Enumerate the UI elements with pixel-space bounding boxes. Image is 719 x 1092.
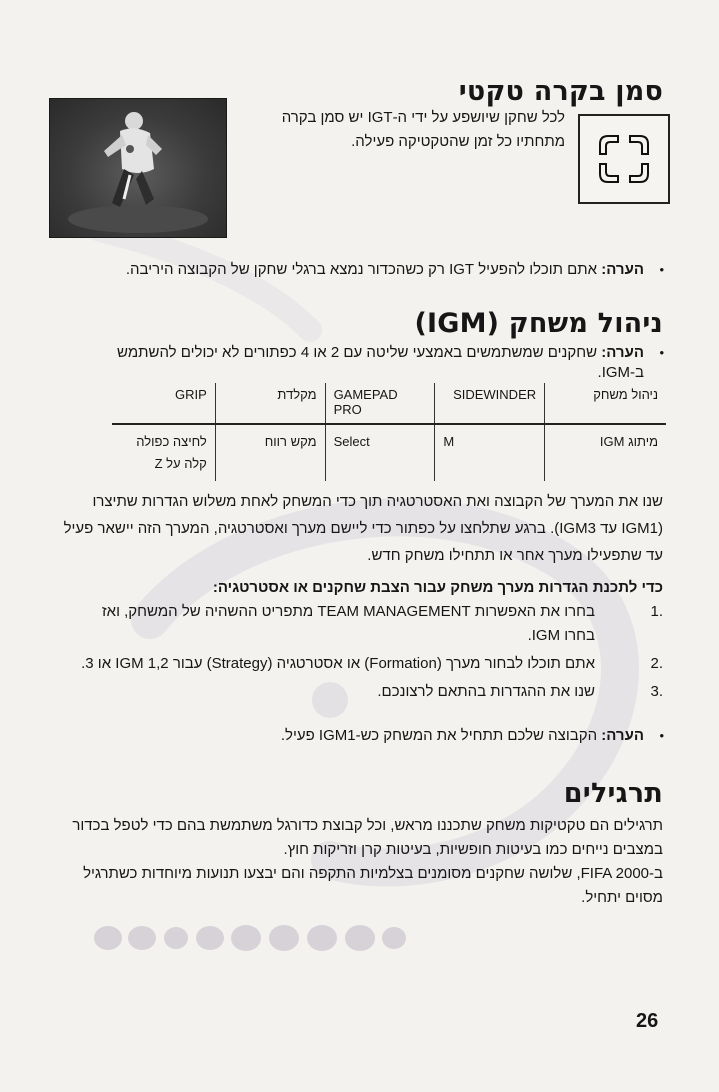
section-title-drills: תרגילים	[563, 778, 663, 809]
player-photo	[49, 98, 227, 238]
note-text: שחקנים שמשתמשים באמצעי שליטה עם 2 או 4 כפתורים לא יכולים להשתמש ב-IGM.	[117, 344, 644, 381]
steps-title: כדי לתכנת הגדרות מערך משחק עבור הצבת שחקנים או אסטרטגיה:	[212, 579, 663, 596]
list-item	[75, 680, 663, 704]
note-label: הערה:	[601, 261, 644, 278]
control-marker-icon	[578, 114, 670, 204]
table-cell: מיתוג IGM	[545, 424, 666, 481]
table-cell: Select	[325, 424, 435, 481]
tactical-marker-description: לכל שחקן שיושפע על ידי ה-IGT יש סמן בקרה מתחתיו כל זמן שהטקטיקה פעילה.	[281, 109, 565, 150]
table-header-cell: GRIP	[174, 387, 207, 402]
table-header-cell: GAMEPAD PRO	[325, 383, 435, 424]
list-item	[75, 652, 663, 676]
igm-note	[104, 343, 664, 383]
list-item	[75, 600, 663, 648]
table-header-cell: ניהול משחק	[545, 383, 666, 424]
step-number: 2.	[650, 655, 663, 672]
igt-note	[104, 258, 664, 282]
table-cell: לחיצה כפולה קלה על Z	[112, 424, 215, 481]
table-header-cell: SIDEWINDER	[435, 383, 545, 424]
igm-controls-table	[112, 383, 666, 481]
table-cell: M	[435, 424, 545, 481]
note-text: הקבוצה שלכם תתחיל את המשחק כש-IGM1 פעיל.	[280, 727, 598, 744]
drills-paragraph-2: ב-FIFA 2000, שלושה שחקנים מסומנים בצלמיות התקפה והם יבצעו תנועות מיוחדות כשתרגיל מסוים יתחיל.	[83, 865, 663, 906]
fifa-watermark-logo	[90, 920, 410, 954]
step-text: שנו את ההגדרות בהתאם לרצונכם.	[377, 683, 595, 700]
bullet-icon: •	[659, 728, 664, 743]
step-text: אתם תוכלו לבחור מערך (Formation) או אסטרטגיה (Strategy) עבור IGM 1,2 או 3.	[81, 655, 595, 672]
igm-description: שנו את המערך של הקבוצה ואת האסטרטגיה תוך כדי המשחק לאחת משלוש הגדרות שתיצרו (IGM1 עד IGM3). ברגע שתלחצו על כפתור כדי ליישם מערך ואסטרטגיה, המערך הזה יישאר פעיל עד שתפעילו מערך אחר או תתחילו משחק חדש.	[63, 493, 663, 564]
bullet-icon: •	[659, 262, 664, 277]
steps-list	[75, 600, 663, 704]
section-title-igm: ניהול משחק (IGM)	[414, 308, 663, 339]
table-cell: מקש רווח	[215, 424, 325, 481]
step-number: 3.	[650, 683, 663, 700]
table-row	[112, 424, 666, 481]
step-text: בחרו את האפשרות TEAM MANAGEMENT מתפריט ההשהיה של המשחק, ואז בחרו IGM.	[101, 603, 595, 644]
step-number: 1.	[650, 603, 663, 620]
igm1-note	[104, 724, 664, 748]
page-number: 26	[636, 1010, 659, 1032]
table-header-cell: מקלדת	[215, 383, 325, 424]
table-header-row	[112, 383, 666, 424]
bullet-icon: •	[659, 345, 664, 360]
note-label: הערה:	[601, 727, 644, 744]
drills-paragraph-1: תרגילים הם טקטיקות משחק שתכננו מראש, וכל קבוצת כדורגל משתמשת בהם כדי לטפל בכדור במצבים נייחים כמו בעיטות חופשיות, בעיטות קרן וזריקות חוץ.	[72, 817, 663, 858]
note-label: הערה:	[601, 344, 644, 361]
section-title-tactical-marker: סמן בקרה טקטי	[458, 76, 663, 107]
note-text: אתם תוכלו להפעיל IGT רק כשהכדור נמצא ברגלי שחקן של הקבוצה היריבה.	[125, 261, 598, 278]
